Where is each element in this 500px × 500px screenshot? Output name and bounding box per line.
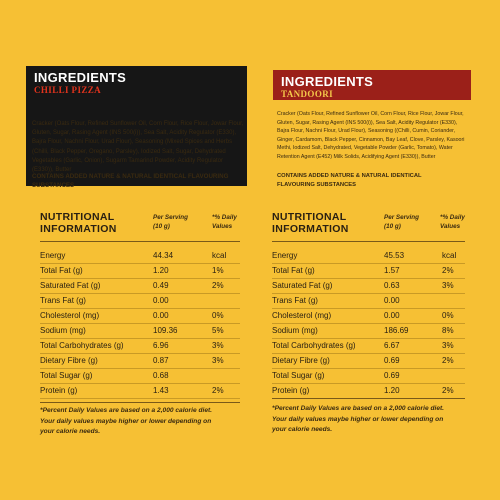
nutrient-name: Total Sugar (g) bbox=[272, 371, 325, 380]
nutrition-row bbox=[40, 324, 240, 339]
nutrient-name: Total Fat (g) bbox=[40, 266, 83, 275]
daily-value: 3% bbox=[442, 281, 454, 290]
per-serving-value: 0.69 bbox=[384, 356, 400, 365]
daily-value: 2% bbox=[212, 386, 224, 395]
per-serving-value: 0.00 bbox=[153, 311, 169, 320]
nutrient-name: Trans Fat (g) bbox=[40, 296, 86, 305]
daily-value: 2% bbox=[212, 281, 224, 290]
daily-value: 1% bbox=[212, 266, 224, 275]
nutrition-title-line2: INFORMATION bbox=[40, 223, 117, 235]
footnote-line3: your calorie needs. bbox=[272, 426, 333, 433]
per-serving-value: 0.49 bbox=[153, 281, 169, 290]
nutrition-row bbox=[272, 264, 465, 279]
nutrition-row bbox=[40, 339, 240, 354]
nutrition-table-chilli-pizza bbox=[40, 211, 240, 421]
daily-value: 2% bbox=[442, 386, 454, 395]
per-serving-value: 44.34 bbox=[153, 251, 174, 260]
footnote bbox=[40, 406, 260, 438]
values-label: Values bbox=[440, 223, 461, 230]
ingredients-header bbox=[273, 70, 471, 100]
daily-label: *% Daily bbox=[440, 214, 465, 221]
nutrition-row bbox=[272, 294, 465, 309]
nutrition-row bbox=[272, 309, 465, 324]
nutrient-name: Protein (g) bbox=[272, 386, 310, 395]
flavour-name: TANDOORI bbox=[281, 89, 334, 99]
nutrition-row bbox=[40, 294, 240, 309]
serving-size: (10 g) bbox=[153, 223, 170, 230]
nutrition-row bbox=[40, 249, 240, 264]
per-serving-value: 6.67 bbox=[384, 341, 400, 350]
contains-statement: CONTAINS ADDED NATURE & NATURAL IDENTICAL FLAVOURING SUBSTANCES bbox=[32, 173, 229, 189]
nutrient-name: Total Carbohydrates (g) bbox=[40, 341, 124, 350]
flavour-name: CHILLI PIZZA bbox=[34, 85, 102, 95]
per-serving-value: 0.63 bbox=[384, 281, 400, 290]
per-serving-value: 0.00 bbox=[384, 311, 400, 320]
ingredients-header bbox=[26, 66, 247, 96]
nutrition-row bbox=[40, 369, 240, 384]
nutrition-row bbox=[40, 264, 240, 279]
daily-value: 0% bbox=[212, 311, 224, 320]
daily-value: 3% bbox=[442, 341, 454, 350]
ingredients-list: Cracker (Oats Flour, Refined Sunflower Oil, Corn Flour, Rice Flour, Jowar Flour, Gluten, Sugar, Rasing Agent (INS 500(i)), Sea Salt, Acidity Regulator (E330), Bajra Flour, Nachni Flour, Urad Flour), Seasoning ((Chilli, Cumin, Coriander, Ginger, Cardamom, Black Pepper, Cinnamon, Bay Leaf, Clove, Parsley, Kasoori Methi, Iodized Salt, Dehydrated, Vegetable Powder (Garlic, Tomato), Water Retention Agent (E452) Milk Solids, Acidifying Agent (E330)), Butter bbox=[277, 111, 465, 160]
nutrition-row bbox=[272, 339, 465, 354]
per-serving-value: 1.57 bbox=[384, 266, 400, 275]
nutrition-row bbox=[40, 309, 240, 324]
footnote-line3: your calorie needs. bbox=[40, 428, 101, 435]
nutrition-title-line2: INFORMATION bbox=[272, 223, 349, 235]
per-serving-value: 0.68 bbox=[153, 371, 169, 380]
footnote-divider bbox=[40, 402, 240, 403]
nutrition-table-tandoori bbox=[272, 211, 465, 421]
daily-label: *% Daily bbox=[212, 214, 237, 221]
header-divider bbox=[272, 241, 465, 242]
nutrition-row bbox=[272, 249, 465, 264]
footnote-line1: *Percent Daily Values are based on a 2,000 calorie diet. bbox=[272, 405, 445, 412]
per-serving-value: 1.20 bbox=[384, 386, 400, 395]
nutrition-title bbox=[272, 211, 349, 235]
per-serving-value: 0.87 bbox=[153, 356, 169, 365]
daily-value: 3% bbox=[212, 356, 224, 365]
nutrient-name: Energy bbox=[40, 251, 66, 260]
daily-value-header bbox=[440, 213, 465, 231]
daily-value: 8% bbox=[442, 326, 454, 335]
header-divider bbox=[40, 241, 240, 242]
nutrient-name: Sodium (mg) bbox=[272, 326, 318, 335]
footnote bbox=[272, 404, 477, 436]
nutrition-title-line1: NUTRITIONAL bbox=[40, 211, 115, 223]
nutrient-name: Sodium (mg) bbox=[40, 326, 86, 335]
nutrition-row bbox=[40, 279, 240, 294]
nutrient-name: Cholesterol (mg) bbox=[40, 311, 100, 320]
per-serving-header bbox=[153, 213, 188, 231]
footnote-line2: Your daily values maybe higher or lower depending on bbox=[272, 415, 444, 423]
ingredients-list: Cracker (Oats Flour, Refined Sunflower Oil, Corn Flour, Rice Flour, Jowar Flour, Gluten, Sugar, Rasing Agent (INS 500(i)), Sea Salt, Acidity Regulator (E330), Bajra Flour, Nachni Flour, Urad Flour), Seasoning (Mixed Spices and Herbs (Chilli, Black Pepper, Oregano, Parsley), Iodized Salt, Sugar, Dehydrated Vegetables (Garlic, Onion), Sugarm Tamarind Powder, Acidity Regulator (E330)), Butter bbox=[32, 121, 244, 174]
nutrient-name: Total Carbohydrates (g) bbox=[272, 341, 356, 350]
per-serving-value: 45.53 bbox=[384, 251, 405, 260]
nutrient-name: Protein (g) bbox=[40, 386, 78, 395]
per-serving-value: 0.00 bbox=[384, 296, 400, 305]
nutrition-row bbox=[272, 279, 465, 294]
footnote-line2: Your daily values maybe higher or lower depending on bbox=[40, 417, 212, 425]
per-serving-value: 6.96 bbox=[153, 341, 169, 350]
daily-value: 2% bbox=[442, 356, 454, 365]
nutrition-row bbox=[40, 384, 240, 399]
contains-statement: CONTAINS ADDED NATURE & NATURAL IDENTICAL FLAVOURING SUBSTANCES bbox=[277, 173, 422, 188]
nutrition-row bbox=[272, 324, 465, 339]
per-serving-value: 0.00 bbox=[153, 296, 169, 305]
nutrition-row bbox=[40, 354, 240, 369]
per-serving-value: 1.43 bbox=[153, 386, 169, 395]
daily-value: 2% bbox=[442, 266, 454, 275]
ingredients-title: INGREDIENTS bbox=[34, 70, 127, 85]
nutrient-name: Dietary Fibre (g) bbox=[40, 356, 98, 365]
nutrient-name: Trans Fat (g) bbox=[272, 296, 318, 305]
per-serving-value: 1.20 bbox=[153, 266, 169, 275]
ingredients-title: INGREDIENTS bbox=[281, 74, 374, 89]
daily-value: kcal bbox=[442, 251, 457, 260]
nutrient-name: Saturated Fat (g) bbox=[272, 281, 333, 290]
daily-value-header bbox=[212, 213, 237, 231]
values-label: Values bbox=[212, 223, 233, 230]
daily-value: 3% bbox=[212, 341, 224, 350]
nutrition-title-line1: NUTRITIONAL bbox=[272, 211, 347, 223]
per-serving-value: 109.36 bbox=[153, 326, 178, 335]
nutrient-name: Dietary Fibre (g) bbox=[272, 356, 330, 365]
nutrient-name: Total Fat (g) bbox=[272, 266, 315, 275]
daily-value: 5% bbox=[212, 326, 224, 335]
per-serving-value: 0.69 bbox=[384, 371, 400, 380]
nutrition-row bbox=[272, 369, 465, 384]
nutrient-name: Cholesterol (mg) bbox=[272, 311, 332, 320]
nutrient-name: Saturated Fat (g) bbox=[40, 281, 101, 290]
nutrition-row bbox=[272, 354, 465, 369]
ingredients-panel-tandoori bbox=[273, 70, 471, 100]
per-serving-value: 186.69 bbox=[384, 326, 409, 335]
nutrition-row bbox=[272, 384, 465, 399]
nutrient-name: Energy bbox=[272, 251, 298, 260]
per-serving-label: Per Serving bbox=[384, 214, 419, 221]
nutrition-title bbox=[40, 211, 117, 235]
footnote-line1: *Percent Daily Values are based on a 2,000 calorie diet. bbox=[40, 407, 213, 414]
daily-value: kcal bbox=[212, 251, 227, 260]
per-serving-label: Per Serving bbox=[153, 214, 188, 221]
footnote-divider bbox=[272, 398, 465, 399]
per-serving-header bbox=[384, 213, 419, 231]
nutrient-name: Total Sugar (g) bbox=[40, 371, 93, 380]
serving-size: (10 g) bbox=[384, 223, 401, 230]
daily-value: 0% bbox=[442, 311, 454, 320]
